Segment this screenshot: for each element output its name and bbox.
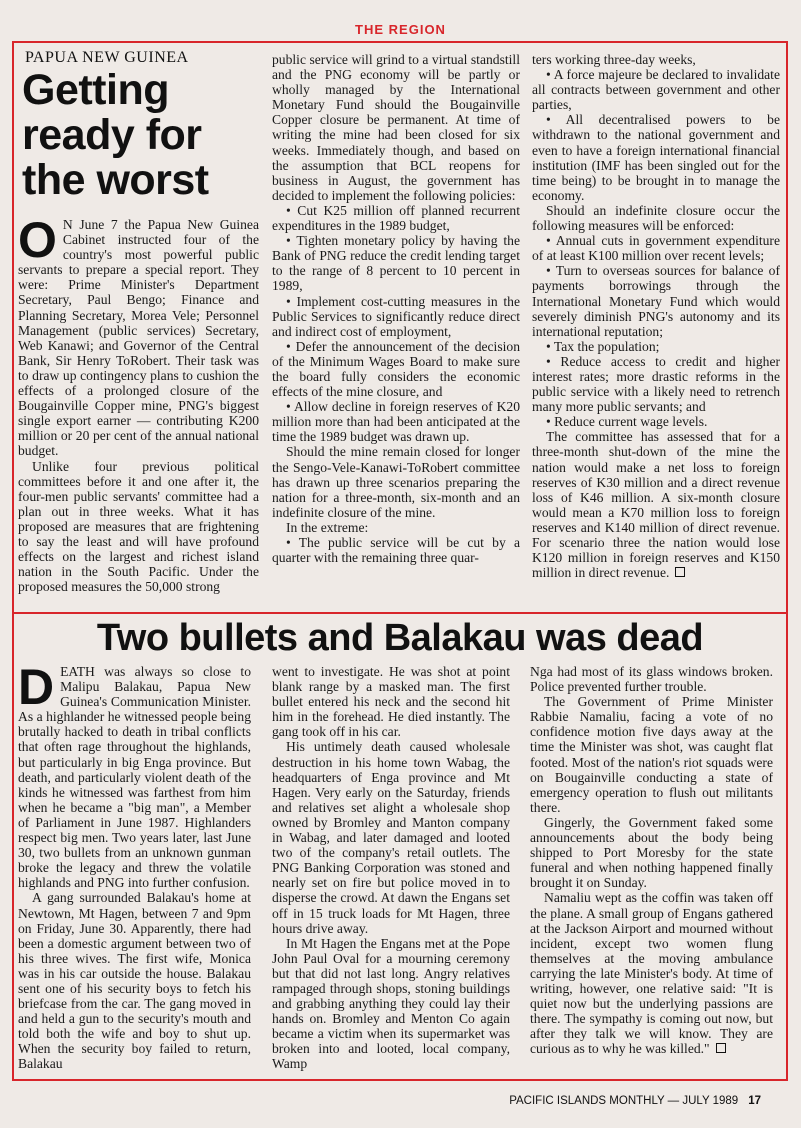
page-footer — [509, 1095, 761, 1107]
article1-paragraph: public service will grind to a virtual standstill and the PNG economy will be partly or wholly managed by the International Monetary Fund should the Bougainville Copper closure be permanent. At time of writing the mine had been closed for six weeks. Immediately though, and based on the assumption that BCL reopens for business in August, the government has decided to implement the following policies: — [272, 52, 520, 203]
article2-paragraph: Nga had most of its glass windows broken. Police prevented further trouble. — [530, 664, 773, 695]
article2-column-2 — [272, 664, 510, 1072]
article1-paragraph: Should an indefinite closure occur the following measures will be enforced: — [532, 202, 780, 234]
article1-column-3 — [532, 52, 780, 608]
article1-paragraph: ters working three-day weeks, — [532, 52, 696, 67]
article2-paragraph: A gang surrounded Balakau's home at Newtown, Mt Hagen, between 7 and 9pm on Friday, June 30. Apparently, there had been a domestic argument between two of his three wives. The first wife, Monica was in his car outside the house. Balakau sent one of his security boys to fetch his briefcase from the car. The gang moved in and held a gun to the security's mouth and told both the wife and boy to shut up. When the security boy failed to return, Balakau — [18, 890, 251, 1072]
article1-paragraph: • Tax the population; — [546, 338, 660, 354]
article1-paragraph: Unlike four previous political committees before it and one after it, the four-men public servants' committee had a plan out in three weeks. What it has proposed are measures that are frightening to say the least and will have profound effects on the largest and richest island nation in the South Pacific. Under the proposed measures the 50,000 strong — [18, 458, 259, 595]
article2-paragraph: EATH was always so close to Malipu Balakau, Papua New Guinea's Communication Minister. As a highlander he witnessed people being brutally hacked to death in tribal conflicts that often rage throughout the highlands, but particularly in big Enga province. But death, and particularly violent death of the kinds he witnessed was farthest from him when he became a "big man", a Member of Parliament in June 1987. Highlanders respect big men. Two years later, last June 30, two bullets from an unknown gunman broke the legacy and threw the volatile highlands and PNG into further confusion. — [18, 664, 251, 891]
article2-paragraph: The Government of Prime Minister Rabbie Namaliu, facing a vote of no confidence motion five days away at the time the Minister was shot, was caught flat footed. Most of the nation's riot squads were on Bougainville conducting a state of emergency operation to flush out militants there. — [530, 694, 773, 815]
article1-column-1 — [18, 217, 259, 602]
article1-headline: Getting ready for the worst — [22, 66, 209, 204]
article1-paragraph: • Cut K25 million off planned recurrent expenditures in the 1989 budget, — [272, 202, 520, 234]
article1-dropcap: O — [18, 217, 57, 268]
article1-paragraph: In the extreme: — [286, 519, 369, 535]
article2-headline: Two bullets and Balakau was dead — [96, 617, 704, 659]
article1-paragraph: • Annual cuts in government expenditure of at least K100 million over recent levels; — [532, 233, 780, 264]
article1-column-2 — [272, 52, 520, 604]
section-label: THE REGION — [355, 22, 446, 37]
article2-column-1 — [18, 664, 251, 1072]
article1-paragraph: • Defer the announcement of the decision of the Minimum Wages Board to make sure the board fully considers the economic effects of the mine closure, and — [272, 338, 520, 400]
article1-last-paragraph: The committee has assessed that for a three-month shut-down of the mine the nation would make a net loss to foreign reserves of K30 million and a direct revenue loss of K46 million. A six-month closure would mean a K70 million loss to foreign reserves and K140 million of direct revenue. For scenario three the nation would lose K120 million in foreign reserves and K150 million in direct revenue. — [532, 429, 780, 581]
article1-paragraph: N June 7 the Papua New Guinea Cabinet instructed four of the country's most powerful public servants to prepare a special report. They were: Prime Minister's Department Secretary, Paul Bengo; Finance and Planning Secretary, Morea Vele; Personnel Management (public services) Secretary, Web Kanawi; and Governor of the Central Bank, Sir Henry ToRobert. Their task was to draw up contingency plans to cushion the effects of a prolonged closure of the Bougainville Copper mine, PNG's biggest single export earner — contributing K200 million or 20 per cent of the annual national budget. — [18, 217, 259, 459]
article1-paragraph: • All decentralised powers to be withdrawn to the national government and even to have a foreign international financial institution (IMF has been singled out for the time being) to be brought in to manage the economy. — [532, 112, 780, 203]
article1-paragraph: • Implement cost-cutting measures in the Public Services to significantly reduce direct and indirect cost of employment, — [272, 293, 520, 339]
end-of-article-icon — [716, 1043, 726, 1053]
article1-paragraph: • Turn to overseas sources for balance of payments borrowings through the International Monetary Fund which would severely diminish PNG's autonomy and its international reputation; — [532, 263, 780, 339]
article1-paragraph: • The public service will be cut by a quarter with the remaining three quar- — [272, 535, 520, 566]
article1-paragraph: • Reduce current wage levels. — [546, 414, 708, 430]
article1-paragraph: • A force majeure be declared to invalidate all contracts between government and other parties, — [532, 67, 780, 113]
article2-paragraph: His untimely death caused wholesale destruction in his home town Wabag, the headquarters of Enga province and Mt Hagen. Very early on the Saturday, friends and relatives set alight a wholesale shop owned by Bromley and Manton company in Wabag, and later damaged and looted two of the company's retail outlets. The PNG Banking Corporation was stoned and nearly set on fire but police moved in to disperse the crowd. At dawn the Engans set off in 15 truck loads for Mt Hagen, three hours drive away. — [272, 739, 510, 936]
article1-paragraph: • Allow decline in foreign reserves of K20 million more than had been anticipated at the time the 1989 budget was drawn up. — [272, 399, 520, 445]
footer-publication: PACIFIC ISLANDS MONTHLY — JULY 1989 — [509, 1095, 739, 1107]
article2-paragraph: went to investigate. He was shot at point blank range by a masked man. The first bullet entered his neck and the second hit him in the forehead. He died instantly. The gang took off in his car. — [272, 664, 510, 740]
article2-paragraph: In Mt Hagen the Engans met at the Pope John Paul Oval for a mourning ceremony but that did not last long. Angry relatives rampaged through shops, stoning buildings and grabbing anything they could lay their hands on. Bromley and Menton Co again became a victim when its supermarket was broken into and looted, local company, Wamp — [272, 935, 510, 1072]
article1-paragraph: • Tighten monetary policy by having the Bank of PNG reduce the credit lending target to the range of 8 percent to 10 percent in 1989, — [272, 233, 520, 294]
article1-paragraph: • Reduce access to credit and higher interest rates; more drastic reforms in the public service with a likely need to retrench many more public servants; and — [532, 353, 780, 415]
article1-paragraph — [532, 429, 780, 580]
article2-dropcap: D — [18, 664, 55, 715]
article2-paragraph: Gingerly, the Government faked some announcements about the body being shipped to Port Moresby for the state funeral and when nothing happened finally brought it on Sunday. — [530, 814, 773, 891]
article2-last-paragraph: Namaliu wept as the coffin was taken off the plane. A small group of Engans gathered at the Jackson Airport and mourned without incident, except two women flung themselves at the moving ambulance carrying the late Minister's body. At time of writing, however, one relative said: "It is quiet now but the underlying passions are there. The sympathy is coming out now, but after they talk we will know. They are curious as to why he was killed." — [530, 890, 773, 1057]
article2-column-3 — [530, 664, 773, 1076]
end-of-article-icon — [675, 567, 685, 577]
article2-paragraph — [530, 890, 773, 1056]
article1-paragraph: Should the mine remain closed for longer the Sengo-Vele-Kanawi-ToRobert committee has drawn up three scenarios preparing the nation for a three-month, six-month and an indefinite closure of the mine. — [272, 444, 520, 520]
article1-kicker: PAPUA NEW GUINEA — [25, 49, 189, 66]
article-divider — [12, 612, 788, 614]
page-number: 17 — [748, 1095, 761, 1107]
